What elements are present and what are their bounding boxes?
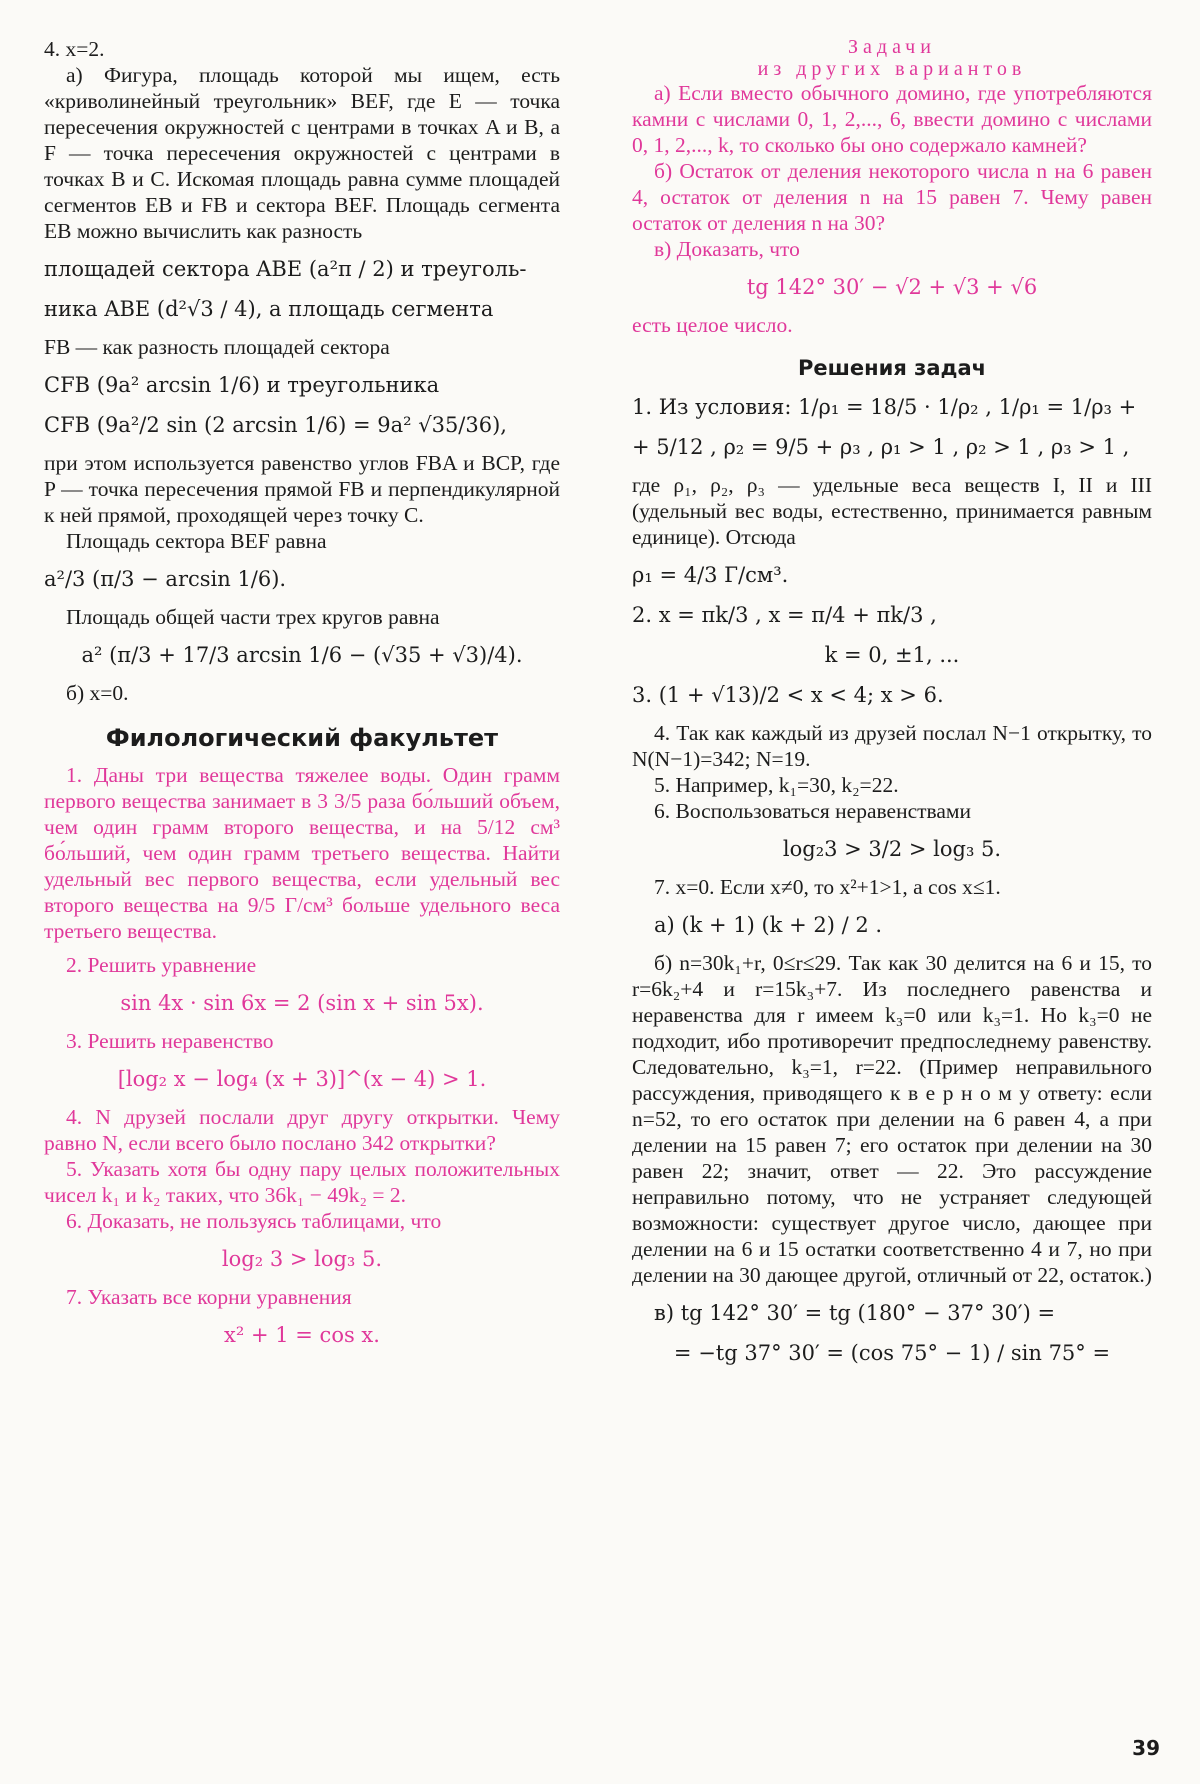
text-segment-fb: FB — как разность площадей сектора <box>44 335 390 359</box>
answer-4b: б) x=0. <box>66 681 129 705</box>
problem-3-inequality: [log₂ x − log₄ (x + 3)]^(x − 4) > 1. <box>117 1067 487 1091</box>
solution-1-formula-b: + 5/12 , ρ₂ = 9/5 + ρ₃ , ρ₁ > 1 , ρ₂ > 1 , ρ₃ > 1 , <box>632 435 1130 459</box>
text-angles: при этом используется равенство углов FBA и BCP, где P — точка пересечения прямой FB и перпендикулярной к ней прямой, проходящей через точку C. <box>44 451 560 527</box>
formula-common-area: a² (π/3 + 17/3 arcsin 1/6 − (√35 + √3)/4). <box>81 643 523 667</box>
right-column <box>632 36 1152 1378</box>
page-number: 39 <box>1132 1736 1160 1760</box>
solution-1-text: где ρ₁, ρ₂, ρ₃ — удельные веса веществ I, II и III (удельный вес воды, естественно, принимается равным единице). Отсюда <box>632 473 1152 549</box>
solution-a: а) (k + 1) (k + 2) / 2 . <box>654 913 883 937</box>
solution-1-answer: ρ₁ = 4/3 Г/см³. <box>632 563 789 587</box>
formula-triangle-abe: ника ABE (d²√3 / 4), а площадь сегмента <box>44 297 494 321</box>
answer-4a-text: а) Фигура, площадь которой мы ищем, есть «криволинейный треугольник» BEF, где E — точка пересечения окружностей с центрами в точках A и B, а F — точка пересечения окружностей с центрами в точках B и C. Искомая площадь равна сумме площадей сегментов EB и FB и сектора BEF. Площадь сегмента EB можно вычислить как разность <box>44 63 560 243</box>
problem-1: 1. Даны три вещества тяжелее воды. Один грамм первого вещества занимает в 3 3/5 раза бо́льший объем, чем один грамм второго вещества, и на 5/12 см³ бо́льший, чем один грамм третьего вещества. Найти удельный вес первого вещества, если удельный вес второго вещества на 9/5 Г/см³ больше удельного веса третьего вещества. <box>44 763 560 943</box>
problem-3: 3. Решить неравенство <box>66 1029 274 1053</box>
formula-sector-abe: площадей сектора ABE (a²π / 2) и треуголь- <box>44 257 527 281</box>
solution-v-line-1: в) tg 142° 30′ = tg (180° − 37° 30′) = <box>654 1301 1056 1325</box>
other-task-c: в) Доказать, что <box>654 237 800 261</box>
problem-2-equation: sin 4x · sin 6x = 2 (sin x + sin 5x). <box>120 991 484 1015</box>
solution-v-line-2: = −tg 37° 30′ = (cos 75° − 1) / sin 75° = <box>673 1341 1111 1365</box>
formula-triangle-cfb: CFB (9a²/2 sin (2 arcsin 1/6) = 9a² √35/36), <box>44 413 507 437</box>
other-task-a: а) Если вместо обычного домино, где употребляются камни с числами 0, 1, 2,..., 6, ввести домино с числами 0, 1, 2,..., k, то сколько бы оно содержало камней? <box>632 81 1152 157</box>
solution-2: 2. x = πk/3 , x = π/4 + πk/3 , <box>632 603 937 627</box>
solution-3: 3. (1 + √13)/2 < x < 4; x > 6. <box>632 683 944 707</box>
solution-7: 7. x=0. Если x≠0, то x²+1>1, а cos x≤1. <box>654 875 1001 899</box>
formula-sector-bef: a²/3 (π/3 − arcsin 1/6). <box>44 567 287 591</box>
solution-6: 6. Воспользоваться неравенствами <box>654 799 972 823</box>
problem-7: 7. Указать все корни уравнения <box>66 1285 352 1309</box>
other-tasks-subtitle: из других вариантов <box>757 58 1027 80</box>
answer-4-label: 4. x=2. <box>44 37 105 61</box>
solution-5: 5. Например, k₁=30, k₂=22. <box>654 773 899 797</box>
other-task-c-tail: есть целое число. <box>632 313 793 337</box>
other-task-b: б) Остаток от деления некоторого числа n на 6 равен 4, остаток от деления n на 15 равен 7. Чему равен остаток от деления n на 30? <box>632 159 1152 235</box>
text-sector-bef: Площадь сектора BEF равна <box>66 529 327 553</box>
solution-4: 4. Так как каждый из друзей послал N−1 открытку, то N(N−1)=342; N=19. <box>632 721 1152 771</box>
problem-6: 6. Доказать, не пользуясь таблицами, что <box>66 1209 442 1233</box>
solution-b: б) n=30k₁+r, 0≤r≤29. Так как 30 делится на 6 и 15, то r=6k₂+4 и r=15k₃+7. Из последнего равенства и неравенства для r имеем k₃=0 или k₃=1. Но k₃=0 не подходит, ибо противоречит предпоследнему равенству. Следовательно, k₃=1, r=22. (Пример неправильного рассуждения, приводящего к в е р н о м у ответу: если n=52, то его остаток при делении на 6 равен 4, а при делении на 15 равен 7; его остаток при делении на 30 равен 22; значит, ответ — 22. Это рассуждение неправильно потому, что не устраняет следующей возможности: существует другое число, дающее при делении на 6 и 15 остатки соответственно 4 и 7, но при делении на 30 дающее другой, отличный от 22, остаток.) <box>632 951 1152 1287</box>
problem-4: 4. N друзей послали друг другу открытки. Чему равно N, если всего было послано 342 открытки? <box>44 1105 560 1155</box>
problem-6-inequality: log₂ 3 > log₃ 5. <box>221 1247 383 1271</box>
other-tasks-title: Задачи <box>848 36 936 58</box>
text-common-area: Площадь общей части трех кругов равна <box>66 605 440 629</box>
left-column <box>44 36 560 1360</box>
problem-2: 2. Решить уравнение <box>66 953 257 977</box>
solutions-title: Решения задач <box>797 356 987 380</box>
other-task-c-formula: tg 142° 30′ − √2 + √3 + √6 <box>746 275 1038 299</box>
section-title: Филологический факультет <box>105 724 499 752</box>
solution-6-formula: log₂3 > 3/2 > log₃ 5. <box>782 837 1002 861</box>
solution-1-formula-a: 1. Из условия: 1/ρ₁ = 18/5 · 1/ρ₂ , 1/ρ₁ = 1/ρ₃ + <box>632 395 1137 419</box>
problem-7-equation: x² + 1 = cos x. <box>224 1323 380 1347</box>
problem-5: 5. Указать хотя бы одну пару целых положительных чисел k₁ и k₂ таких, что 36k₁ − 49k₂ = 2. <box>44 1157 560 1207</box>
solution-2-k: k = 0, ±1, ... <box>824 643 960 667</box>
formula-sector-cfb: CFB (9a² arcsin 1/6) и треугольника <box>44 373 440 397</box>
